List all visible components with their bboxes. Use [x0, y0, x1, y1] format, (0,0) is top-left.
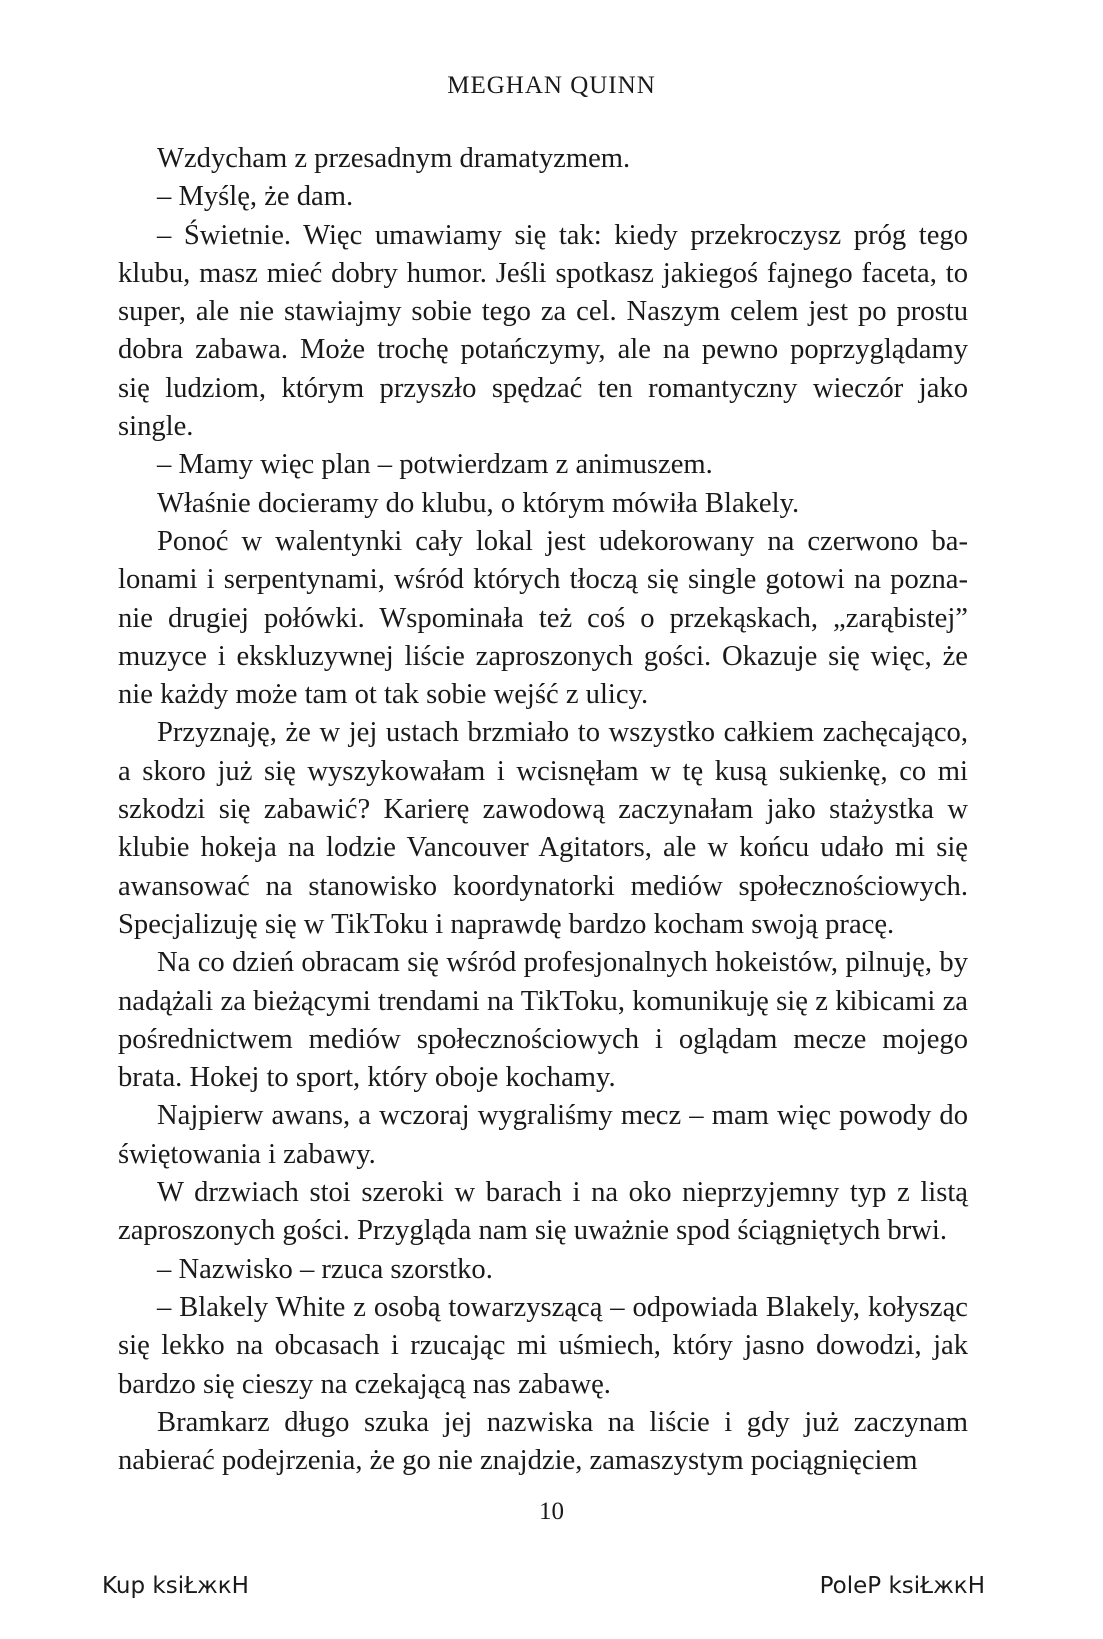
page-number: 10 [539, 1498, 564, 1525]
paragraph: – Myślę, że dam. [157, 181, 354, 213]
paragraph: Właśnie docieramy do klubu, o którym mówiła Blakely. [157, 487, 800, 519]
paragraph: Bramkarz długo szuka jej nazwiska na liście i gdy już zaczynam nabierać podejrzenia, że go nie znajdzie, zamaszystym pociągnięciem [118, 1406, 968, 1477]
paragraph: Ponoć w walentynki cały lokal jest udekorowany na czerwono balonami i serpentynami, wśród których tłoczą się single gotowi na poznanie drugiej połówki. Wspominała też coś o przekąskach, „zarąbistej” muzyce i ekskluzywnej liście zaproszonych gości. Okazuje się więc, że nie każdy może tam ot tak sobie wejść z ulicy. [118, 525, 968, 711]
paragraph: Najpierw awans, a wczoraj wygraliśmy mecz – mam więc powody do świętowania i zabawy. [118, 1100, 968, 1170]
paragraph: Przyznaję, że w jej ustach brzmiało to wszystko całkiem zachęcająco, a skoro już się wyszykowałam i wcisnęłam w tę kusą sukienkę, co mi szkodzi się zabawić? Karierę zawodową zaczynałam jako stażystka w klubie hokeja na lodzie Vancouver Agitators, ale w końcu udało mi się awansować na stanowisko koordynatorki mediów społecznościowych. Specjalizuję się w TikToku i naprawdę bardzo kocham swoją pracę. [118, 717, 968, 940]
paragraph: Na co dzień obracam się wśród profesjonalnych hokeistów, pilnuję, by nadążali za bieżącymi trendami na TikToku, komunikuję się z kibicami za pośrednictwem mediów społecznościowych i oglądam mecze mojego brata. Hokej to sport, który oboje kochamy. [118, 947, 968, 1094]
buy-book-link[interactable]: Kup ksiŁжкH [102, 1573, 249, 1599]
paragraph: – Mamy więc plan – potwierdzam z animuszem. [157, 449, 713, 481]
body-text [118, 140, 968, 1480]
rate-book-link[interactable]: PoleP ksiŁжкH [819, 1573, 985, 1599]
paragraph: W drzwiach stoi szeroki w barach i na oko nieprzyjemny typ z listą zaproszonych gości. Przygląda nam się uważnie spod ściągniętych brwi. [118, 1177, 968, 1247]
paragraph: – Blakely White z osobą towarzyszącą – odpowiada Blakely, kołysząc się lekko na obcasach i rzucając mi uśmiech, który jasno dowodzi, jak bardzo się cieszy na czekającą nas zabawę. [118, 1291, 968, 1400]
paragraph: – Świetnie. Więc umawiamy się tak: kiedy przekroczysz próg tego klubu, masz mieć dobry humor. Jeśli spotkasz jakiegoś fajnego faceta, to super, ale nie stawiajmy sobie tego za cel. Naszym celem jest po prostu dobra zabawa. Może trochę potańczymy, ale na pewno poprzyglądamy się ludziom, którym przyszło spędzać ten romantyczny wieczór jako single. [118, 219, 968, 443]
running-head: MEGHAN QUINN [447, 72, 656, 99]
paragraph: – Nazwisko – rzuca szorstko. [157, 1253, 493, 1285]
paragraph: Wzdycham z przesadnym dramatyzmem. [157, 143, 631, 174]
